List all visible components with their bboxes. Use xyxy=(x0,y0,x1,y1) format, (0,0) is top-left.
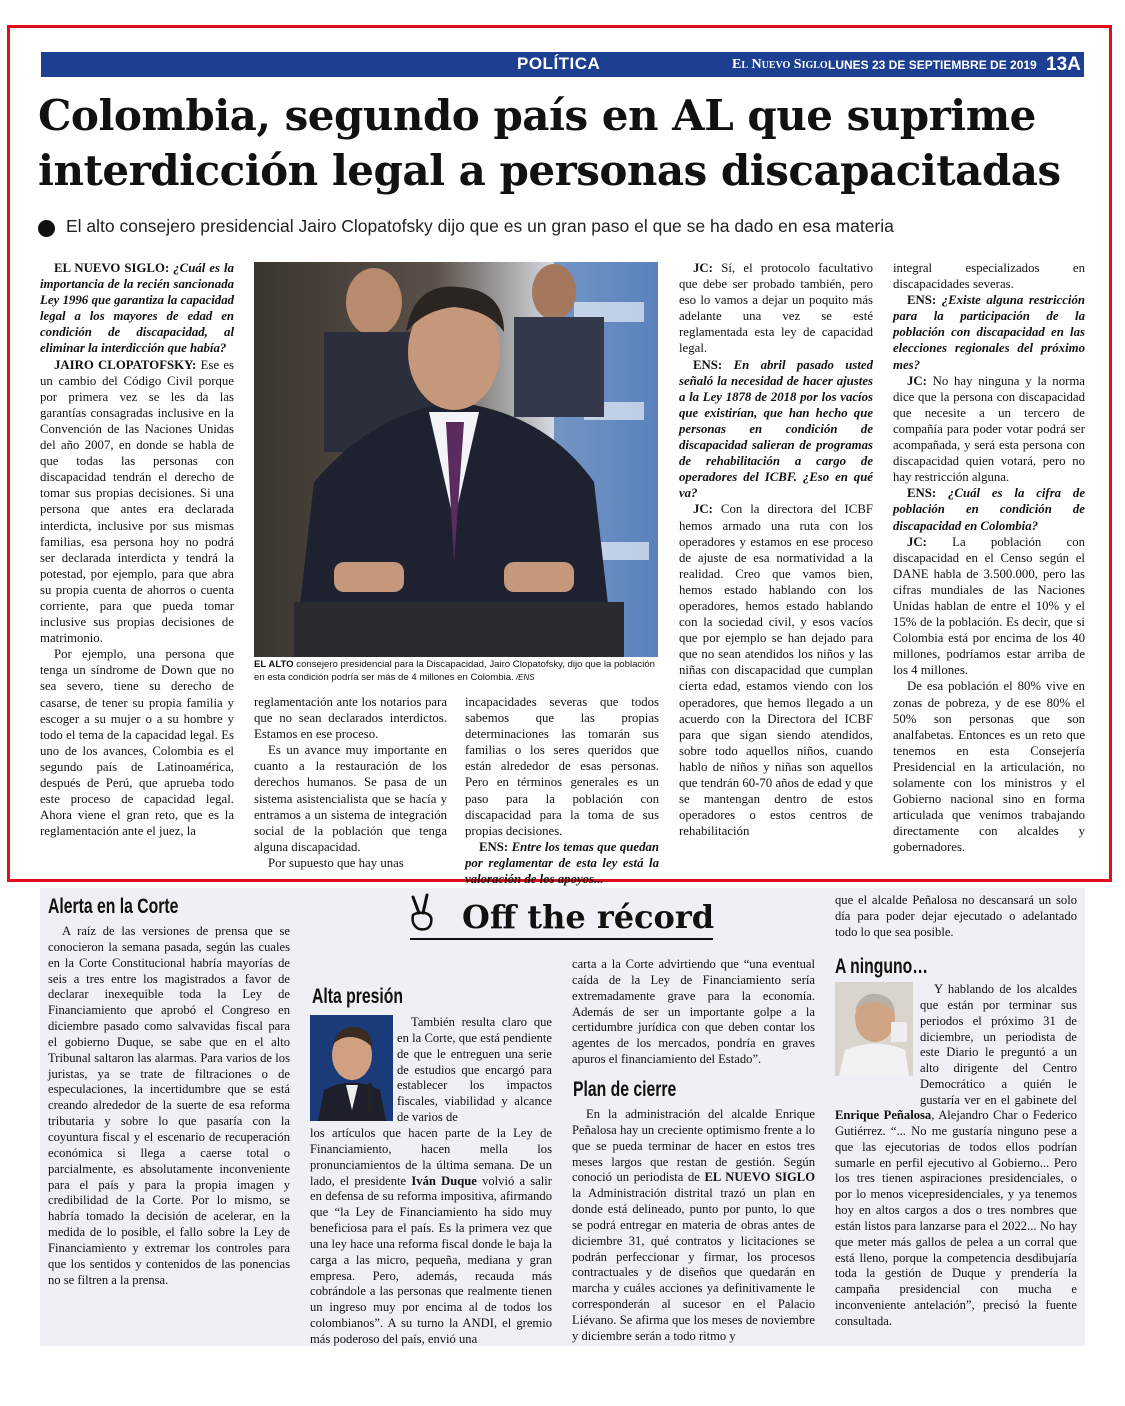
answer-text: Sí, el protocolo facultativo que debe ser probado también, pero eso lo vamos a dejar un poquito más adelante una vez se esté reglamentada esta ley de capacidad legal. xyxy=(679,261,874,356)
alta-text: volvió a salir en defensa de su reforma impositiva, afirmando que “la Ley de Financiamiento ha sido muy beneficiosa para el país. Es la primera vez que una ley hace una reforma fiscal donde le baja la carga a las micro, pequeña, mediana y gran empresa. Pero, además, recauda más cobrándole a las personas que realmente tienen un ingreso muy por encima al de todos los colombianos”. A su turno la ANDI, el gremio más poderoso del país, envió una xyxy=(310,1173,552,1346)
alerta-heading: Alerta en la Corte xyxy=(48,895,179,918)
answer-tag: JAIRO CLOPATOFSKY: xyxy=(54,357,201,372)
headline: Colombia, segundo país en AL que suprime interdicción legal a personas discapacitadas xyxy=(38,91,1061,195)
paragraph: De esa población el 80% vive en zonas de pobreza, y de ese 80% el 50% son personas que son analfabetas. Entonces es un reto que tenemos en esta Consejería Presidencial en la articulación, no solamente con los ministros y el Gobierno nacional sino en forma articulada que venimos trabajando directamente con alcaldes y gobernadores. xyxy=(893,679,1085,855)
answer-text: Ese es un cambio del Código Civil porque por primera vez se les da las garantías consagradas inclusive en la Convención de las Naciones Unidas del año 2007, en donde se habla de que todas las personas con discapacidad tendrán el derecho de tomar sus propias decisiones. Si una persona que antes era declarada interdicta, inclusive por sus mismas familias, esa persona hoy no podrá ser declarada interdicta y tendrá la potestad, por ejemplo, para que abra su propia cuenta de ahorros o cuenta corriente, para que pueda tomar inclusive sus propias decisiones de matrimonio. xyxy=(40,357,235,646)
question-text: ¿Cuál es la cifra de población en condición de discapacidad en Colombia? xyxy=(893,486,1085,533)
photo-caption xyxy=(254,659,658,684)
subhead: El alto consejero presidencial Jairo Clopatofsky dijo que es un gran paso el que se ha dado en esa materia xyxy=(66,216,894,236)
paragraph: integral especializados en discapacidades severas. xyxy=(893,261,1085,292)
newspaper-name: El Nuevo Siglo xyxy=(732,57,828,72)
alerta-column xyxy=(48,924,290,1288)
page-number: 13A xyxy=(1046,54,1081,75)
alta-text: También resulta claro que en la Corte, que está pendiente de que le entreguen una serie de estudios que encargó para establecer los impactos fiscales, viabilidad y alcance de varios de xyxy=(397,1015,552,1125)
alta-column-a xyxy=(397,1015,552,1126)
question-text: En abril pasado usted señaló la necesidad de hacer ajustes a la Ley 1878 de 2018 por los vacíos que existirían, que han hecho que personas en condición de discapacidad salieran de programas de rehabilitación a cargo de operadores del ICBF. ¿Eso en qué va? xyxy=(679,357,874,501)
answer-tag: JC: xyxy=(693,261,722,275)
paragraph: Por ejemplo, una persona que tenga un síndrome de Down que no sea severo, tiene su derecho de casarse, de tener su propia familia y escoger a su mujer o a su hombre y todo el tema de la capacidad legal. Es uno de los avances, Colombia es el segundo país de Latinoamérica, después de Perú, que aprueba todo este proceso de capacidad legal. Ahora viene el gran reto, que es la reglamentación ante el juez, la xyxy=(40,647,234,839)
question-tag: ENS: xyxy=(907,486,949,501)
penalosa-photo-image xyxy=(835,982,913,1076)
question-text: ¿Cuál es la importancia de la recién sancionada Ley 1996 que garantiza la capacidad legal a los mayores de edad en condición de discapacidad, al eliminar la interdicción que había? xyxy=(40,261,234,356)
photo-clopatofsky xyxy=(254,262,658,657)
andi-text: carta a la Corte advirtiendo que “una eventual caída de la Ley de Financiamiento sería extremadamente grave para la economía. Además de ser un importante golpe a la certidumbre jurídica con que deben contar los agentes de los mercados, pondría en graves apuros el financiamiento del Estado”. xyxy=(572,957,815,1067)
title-underline xyxy=(410,938,713,940)
answer-text: La población con discapacidad en el Censo según el DANE habla de 3.500.000, pero las cifras mundiales de las Naciones Unidas hablan de entre el 10% y el 15% de la población. Es decir, que si Colombia está por encima de los 40 millones, podríamos estar arriba de los 4 millones. xyxy=(893,534,1085,678)
ninguno-column-b xyxy=(835,1108,1077,1330)
alta-column-b xyxy=(310,1126,552,1348)
section-label: POLÍTICA xyxy=(517,54,601,73)
caption-text: consejero presidencial para la Discapacidad, Jairo Clopatofsky, dijo que la población en esta condición podría ser más de 4 millones en Colombia. xyxy=(254,659,656,683)
victory-hand-icon xyxy=(405,893,439,933)
plan-text: la Administración distrital trazó un plan en donde está delineado, punto por punto, lo que se podrá entregar en materia de obras antes de diciembre 31, qué contratos y licitaciones se podrán perfeccionar y firmar, los procesos contractuales y de diseños que quedarán en marcha y cuáles acciones ya definitivamente le corresponderán al sucesor en el Palacio Liévano. Se afirma que los meses de noviembre y diciembre serán a todo ritmo y xyxy=(572,1186,815,1343)
andi-column xyxy=(572,957,815,1068)
question-text: ¿Existe alguna restricción para la participación de la población con discapacidad en las elecciones regionales del próximo mes? xyxy=(893,293,1085,372)
answer-text: No hay ninguna y la norma dice que la persona con discapacidad que necesite a un tercero de compañía para poder votar podrá ser acompañada, y será esta persona con discapacidad quien votará, pero no hay restricción alguna. xyxy=(893,373,1085,485)
thumb-duque xyxy=(310,1015,393,1121)
ninguno-heading: A ninguno… xyxy=(835,955,929,978)
plan-heading: Plan de cierre xyxy=(573,1078,677,1101)
answer-tag: JC: xyxy=(907,373,933,388)
question-text: Entre los temas que quedan por reglamentar de esta ley está la valoración de los apoyos... xyxy=(465,839,659,887)
question-tag: EL NUEVO SIGLO: xyxy=(54,261,174,275)
article-column-4 xyxy=(679,260,873,839)
alerta-text: A raíz de las versiones de prensa que se conocieron la semana pasada, según las cuales en la Corte Constitucional habría mayorías de seis a tres entre los magistrados a favor de declarar inexequible toda la Ley de Financiamiento que aprobó el Congreso en diciembre pasado como salvavidas fiscal para el gobierno Duque, se sabe que en el alto Tribunal saltaron las alarmas. Para varios de los juristas, ya se trate de filtraciones o de especulaciones, la incertidumbre que se está creando alrededor de la suerte de esa reforma tributaria y sobre lo que pasaría con la coyuntura fiscal y el escenario de recuperación económica si llega a caerse total o parcialmente, es absolutamente inconveniente para el país y para la propia imagen y credibilidad de la Corte. Por lo mismo, se habría tomado la decisión de acelerar, en la medida de lo posible, el fallo sobre la Ley de Financiamiento y extremar los controles para que los sentidos y contenidos de las ponencias no se filtren a la prensa. xyxy=(48,924,290,1287)
plan-continuation xyxy=(835,893,1077,941)
answer-text: Con la directora del ICBF hemos armado una ruta con los operadores y estamos en ese proceso de ajuste de esa normatividad a la realidad. Creo que vamos bien, hemos estado hablando con los operadores, hemos estado hablando con la sociedad civil, y esos vacíos que por ejemplo se han dejado para que no sean atendidos los niños y las niñas con discapacidad que cumplan cierta edad, estamos viendo con los operadores, que hemos llegado a un acuerdo con la Directora del ICBF para que sigan siendo atendidos, sobre todo aquellos niños, cuando hablo de niños y niñas son aquellos que tendrán 60-70 años de edad y que se mantengan dentro de estos operadores o estos centros de rehabilitación xyxy=(679,502,873,839)
newspaper-mention: EL NUEVO SIGLO xyxy=(704,1170,815,1185)
photo-credit: /ENS xyxy=(513,672,535,682)
article-column-1 xyxy=(40,260,234,839)
paragraph: Es un avance muy importante en cuanto a la restauración de los derechos humanos. Se pasa de un sistema asistencialista que se hacía y entramos a un sistema de integración social de la población que tenga alguna discapacidad. xyxy=(254,743,447,854)
ninguno-column-a xyxy=(920,982,1077,1108)
article-column-2 xyxy=(254,694,447,871)
caption-lead: EL ALTO xyxy=(254,659,294,670)
question-tag: ENS: xyxy=(479,839,512,854)
plan-column xyxy=(572,1107,815,1345)
question-tag: ENS: xyxy=(693,357,734,372)
portrait-photo-image xyxy=(254,262,658,657)
question-tag: ENS: xyxy=(907,293,942,308)
paragraph: Por supuesto que hay unas xyxy=(268,855,404,870)
answer-tag: JC: xyxy=(907,534,953,549)
thumb-penalosa xyxy=(835,982,913,1076)
plan-text: En la administración del alcalde Enrique Peñalosa hay un creciente optimismo frente a lo que se pueda terminar de hacer en estos tres meses largos que restan de gestión. Según conoció un periodista de xyxy=(572,1107,815,1185)
ninguno-text: , Alejandro Char o Federico Gutiérrez. “... No me gustaría ninguno pese a que las ejecutorias de todos ellos podrían sumarle en perfil ejecutivo al Gobierno... Pero los tres tienen aspiraciones presidenciales, o por lo menos vicepresidenciales, y ya tenemos hoy en altos cargos a dos o tres nombres que están listos para lanzarse para el 2022... No hay que meter más gallos de pelea a un corral que está lleno, porque la competencia desdibujaría toda la gestión de Duque y prendería la campaña presidencial con mucha e inconveniente antelación”, precisó la fuente consultada. xyxy=(835,1108,1077,1328)
issue-date: LUNES 23 DE SEPTIEMBRE DE 2019 xyxy=(828,58,1037,72)
article-column-5 xyxy=(893,260,1085,855)
subhead-bullet xyxy=(38,220,55,237)
person-name: Iván Duque xyxy=(411,1173,477,1188)
paragraph: reglamentación ante los notarios para que no sean declarados interdictos. Estamos en ese proceso. xyxy=(254,695,447,742)
person-name: Enrique Peñalosa xyxy=(835,1108,932,1122)
duque-photo-image xyxy=(310,1015,393,1121)
answer-tag: JC: xyxy=(693,502,721,517)
alta-text: los artículos que hacen parte de la Ley de Financiamiento, hacen mella los pronunciamientos de la última semana. De un lado, el presidente xyxy=(310,1126,552,1188)
off-the-record-title: Off the récord xyxy=(462,898,715,936)
alta-heading: Alta presión xyxy=(312,985,404,1008)
ninguno-text: Y hablando de los alcaldes que están por terminar sus periodos el próximo 31 de diciembre, un periodista de este Diario le preguntó a un alto dirigente del Centro Democrático a quién le gustaría ver en el gabinete del xyxy=(920,982,1077,1107)
article-column-3 xyxy=(465,694,659,887)
plan-text: que el alcalde Peñalosa no descansará un solo día para poder dejar ejecutado o adelantado todo lo que sea posible. xyxy=(835,893,1077,939)
paragraph: incapacidades severas que todos sabemos que las propias determinaciones las tomarán sus familias o los seres queridos que están alrededor de esas personas. Pero en términos generales es un paso para la población con discapacidad para la toma de sus propias decisiones. xyxy=(465,695,659,838)
